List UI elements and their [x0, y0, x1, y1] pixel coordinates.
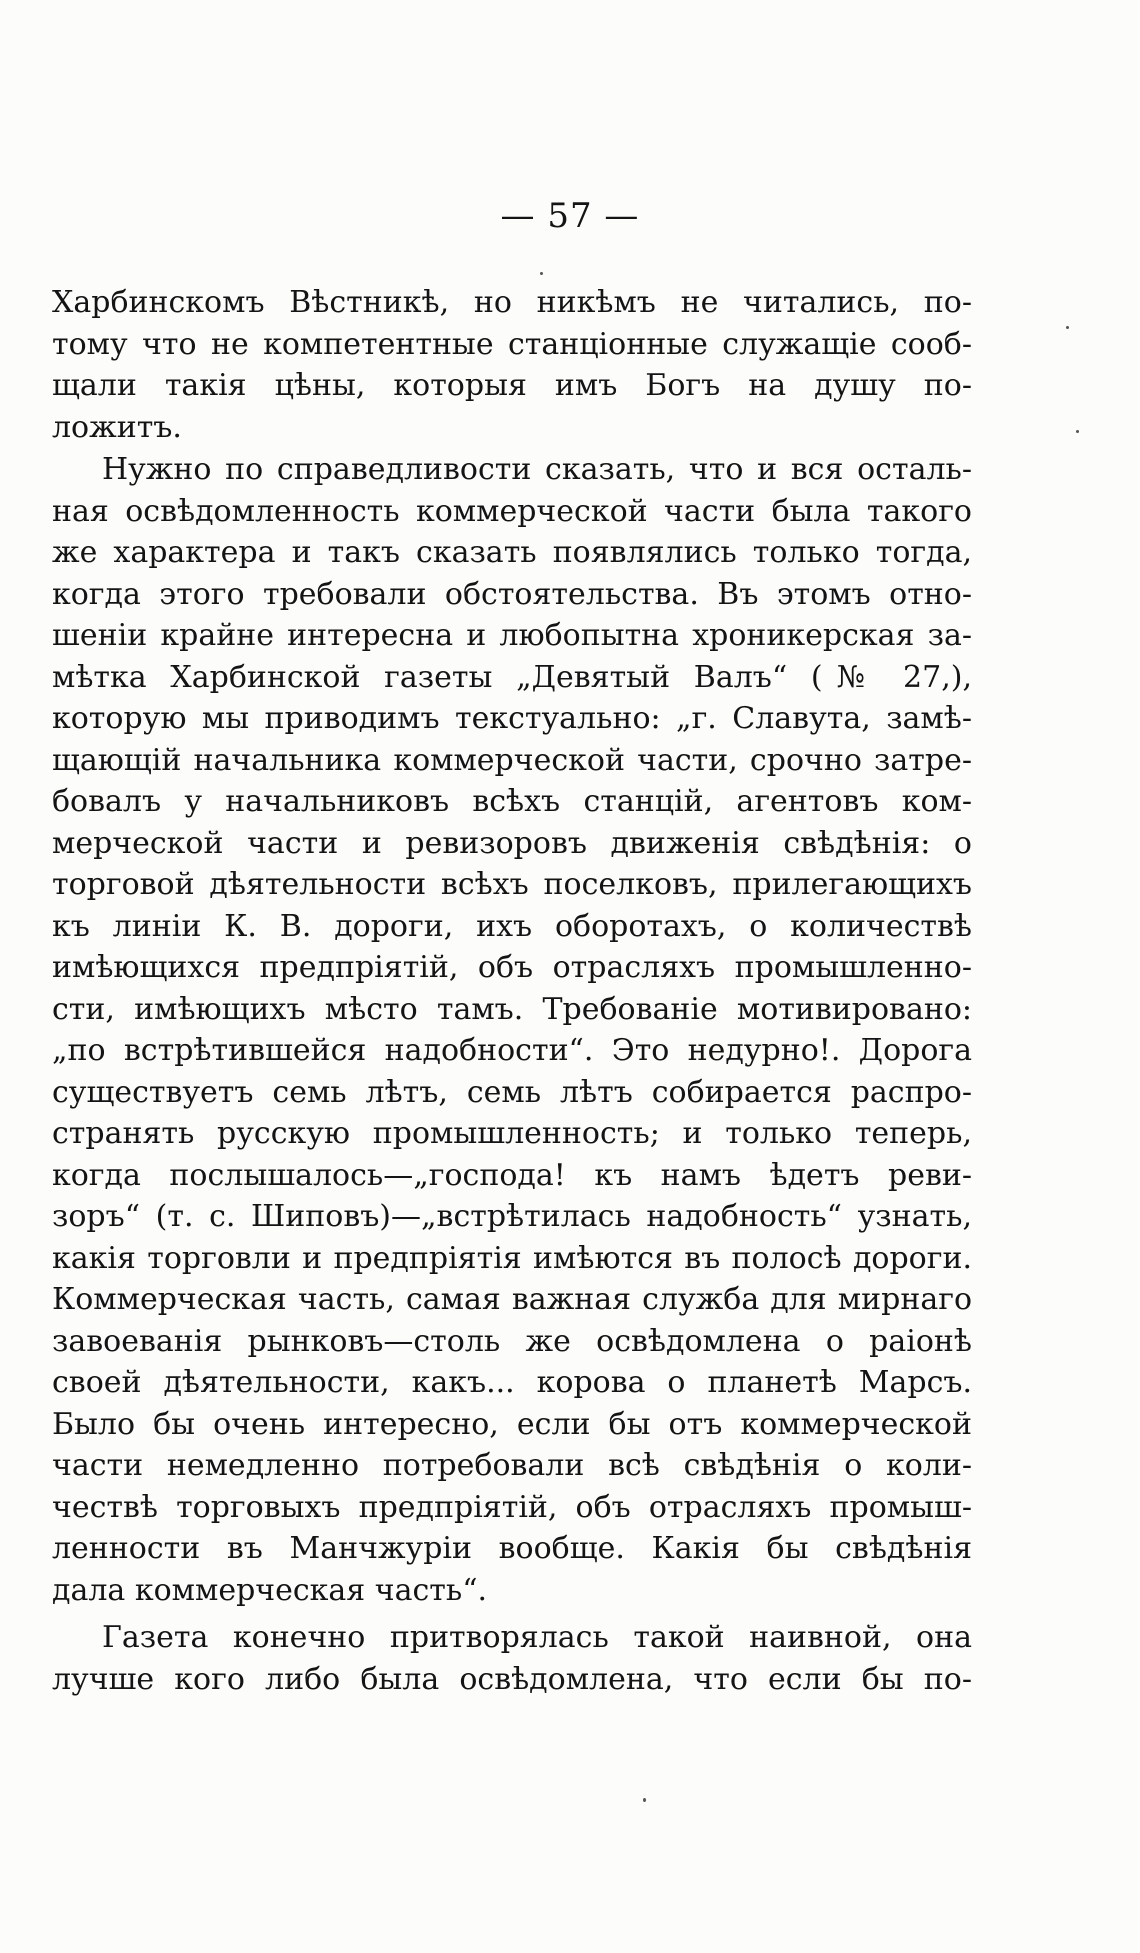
text-line: Харбинскомъ Вѣстникѣ, но никѣмъ не читались, по- — [52, 285, 972, 320]
text-line: когда послышалось—„господа! къ намъ ѣдетъ реви- — [52, 1157, 972, 1193]
text-line: имѣющихся предпрiятiй, объ отрасляхъ промышленно- — [52, 950, 972, 985]
text-line: ложитъ. — [52, 409, 182, 445]
text-line: лучше кого либо была освѣдомлена, что если бы по- — [52, 1661, 972, 1697]
text-line: щали такiя цѣны, которыя имъ Богъ на душу по- — [52, 368, 972, 403]
scan-speck — [643, 1798, 646, 1802]
paragraph-2 — [52, 449, 972, 1611]
page-number: — 57 — — [500, 196, 640, 236]
paragraph-1 — [52, 282, 972, 448]
text-line: ная освѣдомленность коммерческой части была такого — [52, 493, 972, 529]
text-line: къ линiи К. В. дороги, ихъ оборотахъ, о количествѣ — [52, 908, 972, 944]
text-line: своей дѣятельности, какъ... корова о планетѣ Марсъ. — [52, 1365, 972, 1400]
text-line: части немедленно потребовали всѣ свѣдѣнiя о коли- — [52, 1448, 972, 1483]
text-line: торговой дѣятельности всѣхъ поселковъ, прилегающихъ — [52, 867, 972, 902]
scan-speck — [1066, 326, 1069, 329]
text-line: щающiй начальника коммерческой части, срочно затре- — [52, 742, 972, 778]
text-line: чествѣ торговыхъ предпрiятiй, объ отрасляхъ промыш- — [52, 1489, 972, 1525]
text-line: существуетъ семь лѣтъ, семь лѣтъ собирается распро- — [52, 1074, 972, 1110]
text-line: странять русскую промышленность; и только теперь, — [52, 1116, 972, 1151]
text-line: же характера и такъ сказать появлялись только тогда, — [52, 535, 972, 570]
text-line: какiя торговли и предпрiятiя имѣются въ полосѣ дороги. — [52, 1240, 972, 1276]
text-line: Было бы очень интересно, если бы отъ коммерческой — [52, 1406, 972, 1442]
text-line: сти, имѣющихъ мѣсто тамъ. Требованiе мотивировано: — [52, 991, 972, 1027]
text-line: бовалъ у начальниковъ всѣхъ станцiй, агентовъ ком- — [52, 784, 972, 819]
text-line: шенiи крайне интересна и любопытна хроникерская за- — [52, 618, 972, 653]
text-line: ленности въ Манчжурiи вообще. Какiя бы свѣдѣнiя — [52, 1531, 972, 1566]
text-line: мерческой части и ревизоровъ движенiя свѣдѣнiя: о — [52, 825, 972, 861]
text-line: которую мы приводимъ текстуально: „г. Славута, замѣ- — [52, 701, 972, 736]
text-line: Коммерческая часть, самая важная служба для мирнаго — [52, 1282, 972, 1317]
text-line: дала коммерческая часть“. — [52, 1572, 488, 1608]
scan-speck — [540, 272, 543, 275]
text-line: тому что не компетентные станцiонные служащiе сооб- — [52, 326, 972, 362]
text-line: зоръ“ (т. с. Шиповъ)—„встрѣтилась надобность“ узнать, — [52, 1199, 972, 1234]
text-line: Газета конечно притворялась такой наивной, она — [102, 1620, 972, 1655]
paragraph-3 — [52, 1617, 972, 1700]
scan-speck — [1076, 430, 1079, 433]
text-line: когда этого требовали обстоятельства. Въ этомъ отно- — [52, 576, 972, 612]
text-line: „по встрѣтившейся надобности“. Это недурно!. Дорога — [52, 1033, 972, 1068]
text-line: мѣтка Харбинской газеты „Девятый Валъ“ (№ 27,), — [52, 659, 972, 695]
text-line: Нужно по справедливости сказать, что и вся осталь- — [102, 452, 972, 487]
text-line: завоеванiя рынковъ—столь же освѣдомлена о раiонѣ — [52, 1323, 972, 1359]
